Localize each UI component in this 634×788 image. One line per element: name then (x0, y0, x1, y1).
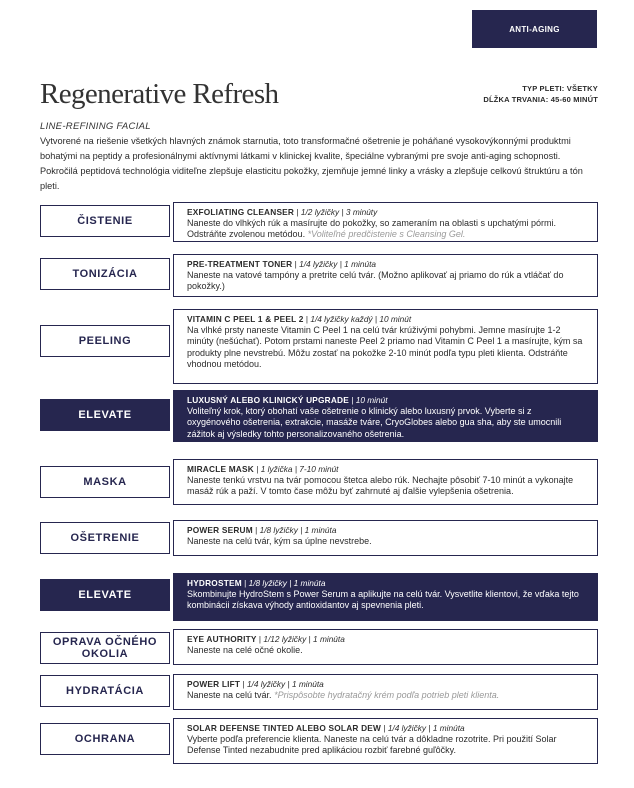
step-amount: 10 minút (355, 395, 388, 405)
step-product: MIRACLE MASK (187, 464, 254, 474)
step-product: POWER LIFT (187, 679, 241, 689)
duration: DĹŽKA TRVANIA: 45-60 MINÚT (483, 95, 598, 104)
step-label-elevate: ELEVATE (40, 399, 170, 431)
step-text: Naneste na celé očné okolie. (187, 645, 303, 656)
step-product: SOLAR DEFENSE TINTED ALEBO SOLAR DEW (187, 723, 382, 733)
step-detail-hydration: POWER LIFT | 1/4 lyžičky | 1 minúta Naneste na celú tvár. *Prispôsobte hydratačný krém podľa potrieb pleti klienta. (173, 674, 598, 710)
step-detail-eye-repair: EYE AUTHORITY | 1/12 lyžičky | 1 minúta Naneste na celé očné okolie. (173, 629, 598, 665)
step-label-hydration: HYDRATÁCIA (40, 675, 170, 707)
step-detail-mask: MIRACLE MASK | 1 lyžička | 7-10 minút Naneste tenkú vrstvu na tvár pomocou štetca alebo rúk. Nechajte pôsobiť 7-10 minút a vykonajte masáž rúk a paží. V tomto čase môžu byť zahrnuté aj ďalšie vylepšenia ošetrenia. (173, 459, 598, 505)
step-product: EYE AUTHORITY (187, 634, 257, 644)
step-amount: 1/12 lyžičky | 1 minúta (263, 634, 345, 644)
step-amount: 1/2 lyžičky | 3 minúty (300, 207, 378, 217)
step-text: Naneste tenkú vrstvu na tvár pomocou štetca alebo rúk. Nechajte pôsobiť 7-10 minút a vykonajte masáž rúk a paží. V tomto čase môžu byť zahrnuté aj ďalšie vylepšenia ošetrenia. (187, 475, 574, 497)
step-detail-peeling: VITAMIN C PEEL 1 & PEEL 2 | 1/4 lyžičky každý | 10 minút Na vlhké prsty naneste Vitamin C Peel 1 na celú tvár krúživými pohybmi. Jemne masírujte 1-2 minúty (nešúchať). Potom prstami naneste Peel 2 priamo nad Vitamin C Peel 1 a masírujte, kým sa produkty plne nevstrebú. Môžu zostať na pokožke 2-10 minút podľa typu pleti klienta. Odstráňte vhodnou metódou. (173, 309, 598, 384)
step-detail-elevate-2: HYDROSTEM | 1/8 lyžičky | 1 minúta Skombinujte HydroStem s Power Serum a aplikujte na celú tvár. Vysvetlite klientovi, že vďaka tejto kombinácii získava výhody antioxidantov aj spevnenia pleti. (173, 573, 598, 621)
skin-type: TYP PLETI: VŠETKY (522, 84, 598, 93)
step-product: VITAMIN C PEEL 1 & PEEL 2 (187, 314, 304, 324)
step-product: POWER SERUM (187, 525, 253, 535)
step-detail-elevate: LUXUSNÝ ALEBO KLINICKÝ UPGRADE | 10 minút Voliteľný krok, ktorý obohatí vaše ošetrenie o klinický alebo luxusný prvok. Vyberte si z oxygénového ošetrenia, extrakcie, masáže tváre, CryoGlobes alebo gua sha, aby ste umocnili zážitok aj výsledky tohto personalizovaného ošetrenia. (173, 390, 598, 442)
step-label-elevate-2: ELEVATE (40, 579, 170, 611)
step-product: HYDROSTEM (187, 578, 242, 588)
step-detail-toning: PRE-TREATMENT TONER | 1/4 lyžičky | 1 minúta Naneste na vatové tampóny a pretrite celú tvár. (Možno aplikovať aj priamo do rúk a vtláčať do pokožky.) (173, 254, 598, 297)
step-product: EXFOLIATING CLEANSER (187, 207, 295, 217)
step-label-treatment: OŠETRENIE (40, 522, 170, 554)
step-amount: 1/8 lyžičky | 1 minúta (248, 578, 326, 588)
step-detail-treatment: POWER SERUM | 1/8 lyžičky | 1 minúta Naneste na celú tvár, kým sa úplne nevstrebe. (173, 520, 598, 556)
step-label-peeling: PEELING (40, 325, 170, 357)
page-title: Regenerative Refresh (40, 78, 279, 110)
step-text: Skombinujte HydroStem s Power Serum a aplikujte na celú tvár. Vysvetlite klientovi, že vďaka tejto kombinácii získava výhody antioxidantov aj spevnenia pleti. (187, 589, 579, 611)
step-label-cleansing: ČISTENIE (40, 205, 170, 237)
step-amount: 1/4 lyžičky | 1 minúta (387, 723, 465, 733)
step-detail-protection: SOLAR DEFENSE TINTED ALEBO SOLAR DEW | 1/4 lyžičky | 1 minúta Vyberte podľa preferencie klienta. Naneste na celú tvár a dôkladne rozotrite. Pri použití Solar Defense Tinted nezabudnite pred aplikáciou rozbiť farebné guľôčky. (173, 718, 598, 764)
step-text: Na vlhké prsty naneste Vitamin C Peel 1 na celú tvár krúživými pohybmi. Jemne masírujte 1-2 minúty (nešúchať). Potom prstami naneste Peel 2 priamo nad Vitamin C Peel 1 a masírujte, kým sa produkty plne nevstrebú. Môžu zostať na pokožke 2-10 minút podľa typu pleti klienta. Odstráňte vhodnou metódou. (187, 325, 583, 369)
intro-paragraph: Vytvorené na riešenie všetkých hlavných známok starnutia, toto transformačné ošetrenie je poháňané vysokovýkonnými produktmi bohatými na peptidy a profesionálnymi aktívnymi látkami v klinickej kvalite, špeciálne vybranými pre svoje anti-aging schopnosti. Pokročilá peptidová technológia viditeľne zlepšuje elasticitu pokožky, zjemňuje jemné linky a vrásky a zlepšuje celkovú štruktúru a tón pleti. (40, 136, 583, 191)
step-text: Naneste na celú tvár. (187, 690, 272, 701)
step-text: Vyberte podľa preferencie klienta. Naneste na celú tvár a dôkladne rozotrite. Pri použití Solar Defense Tinted nezabudnite pred aplikáciou rozbiť farebné guľôčky. (187, 734, 557, 756)
step-label-toning: TONIZÁCIA (40, 258, 170, 290)
category-tag: ANTI-AGING (472, 10, 597, 48)
step-amount: 1/8 lyžičky | 1 minúta (259, 525, 337, 535)
step-product: PRE-TREATMENT TONER (187, 259, 293, 269)
step-amount: 1/4 lyžičky každý | 10 minút (310, 314, 412, 324)
step-note: *Prispôsobte hydratačný krém podľa potrieb pleti klienta. (274, 690, 500, 701)
step-detail-cleansing: EXFOLIATING CLEANSER | 1/2 lyžičky | 3 minúty Naneste do vlhkých rúk a masírujte do pokožky, so zameraním na oblasti s upchatými pórmi. Odstráňte zvolenou metódou. *Voliteľné predčistenie s Cleansing Gel. (173, 202, 598, 242)
step-amount: 1/4 lyžičky | 1 minúta (246, 679, 324, 689)
step-label-eye-repair: OPRAVA OČNÉHO OKOLIA (40, 632, 170, 664)
step-amount: 1 lyžička | 7-10 minút (260, 464, 339, 474)
step-text: Naneste do vlhkých rúk a masírujte do pokožky, so zameraním na oblasti s upchatými pórmi. Odstráňte zvolenou metódou. (187, 218, 556, 240)
page-subtitle: LINE-REFINING FACIAL (40, 121, 151, 132)
step-text: Naneste na vatové tampóny a pretrite celú tvár. (Možno aplikovať aj priamo do rúk a vtláčať do pokožky.) (187, 270, 564, 292)
treatment-meta (483, 83, 598, 105)
step-note: *Voliteľné predčistenie s Cleansing Gel. (307, 229, 466, 240)
step-text: Voliteľný krok, ktorý obohatí vaše ošetrenie o klinický alebo luxusný prvok. Vyberte si z oxygénového ošetrenia, extrakcie, masáže tváre, CryoGlobes alebo gua sha, aby ste umocnili zážitok aj výsledky tohto personalizovaného ošetrenia. (187, 406, 562, 439)
step-label-protection: OCHRANA (40, 723, 170, 755)
step-amount: 1/4 lyžičky | 1 minúta (299, 259, 376, 269)
step-label-mask: MASKA (40, 466, 170, 498)
step-text: Naneste na celú tvár, kým sa úplne nevstrebe. (187, 536, 372, 547)
step-product: LUXUSNÝ ALEBO KLINICKÝ UPGRADE (187, 395, 349, 405)
